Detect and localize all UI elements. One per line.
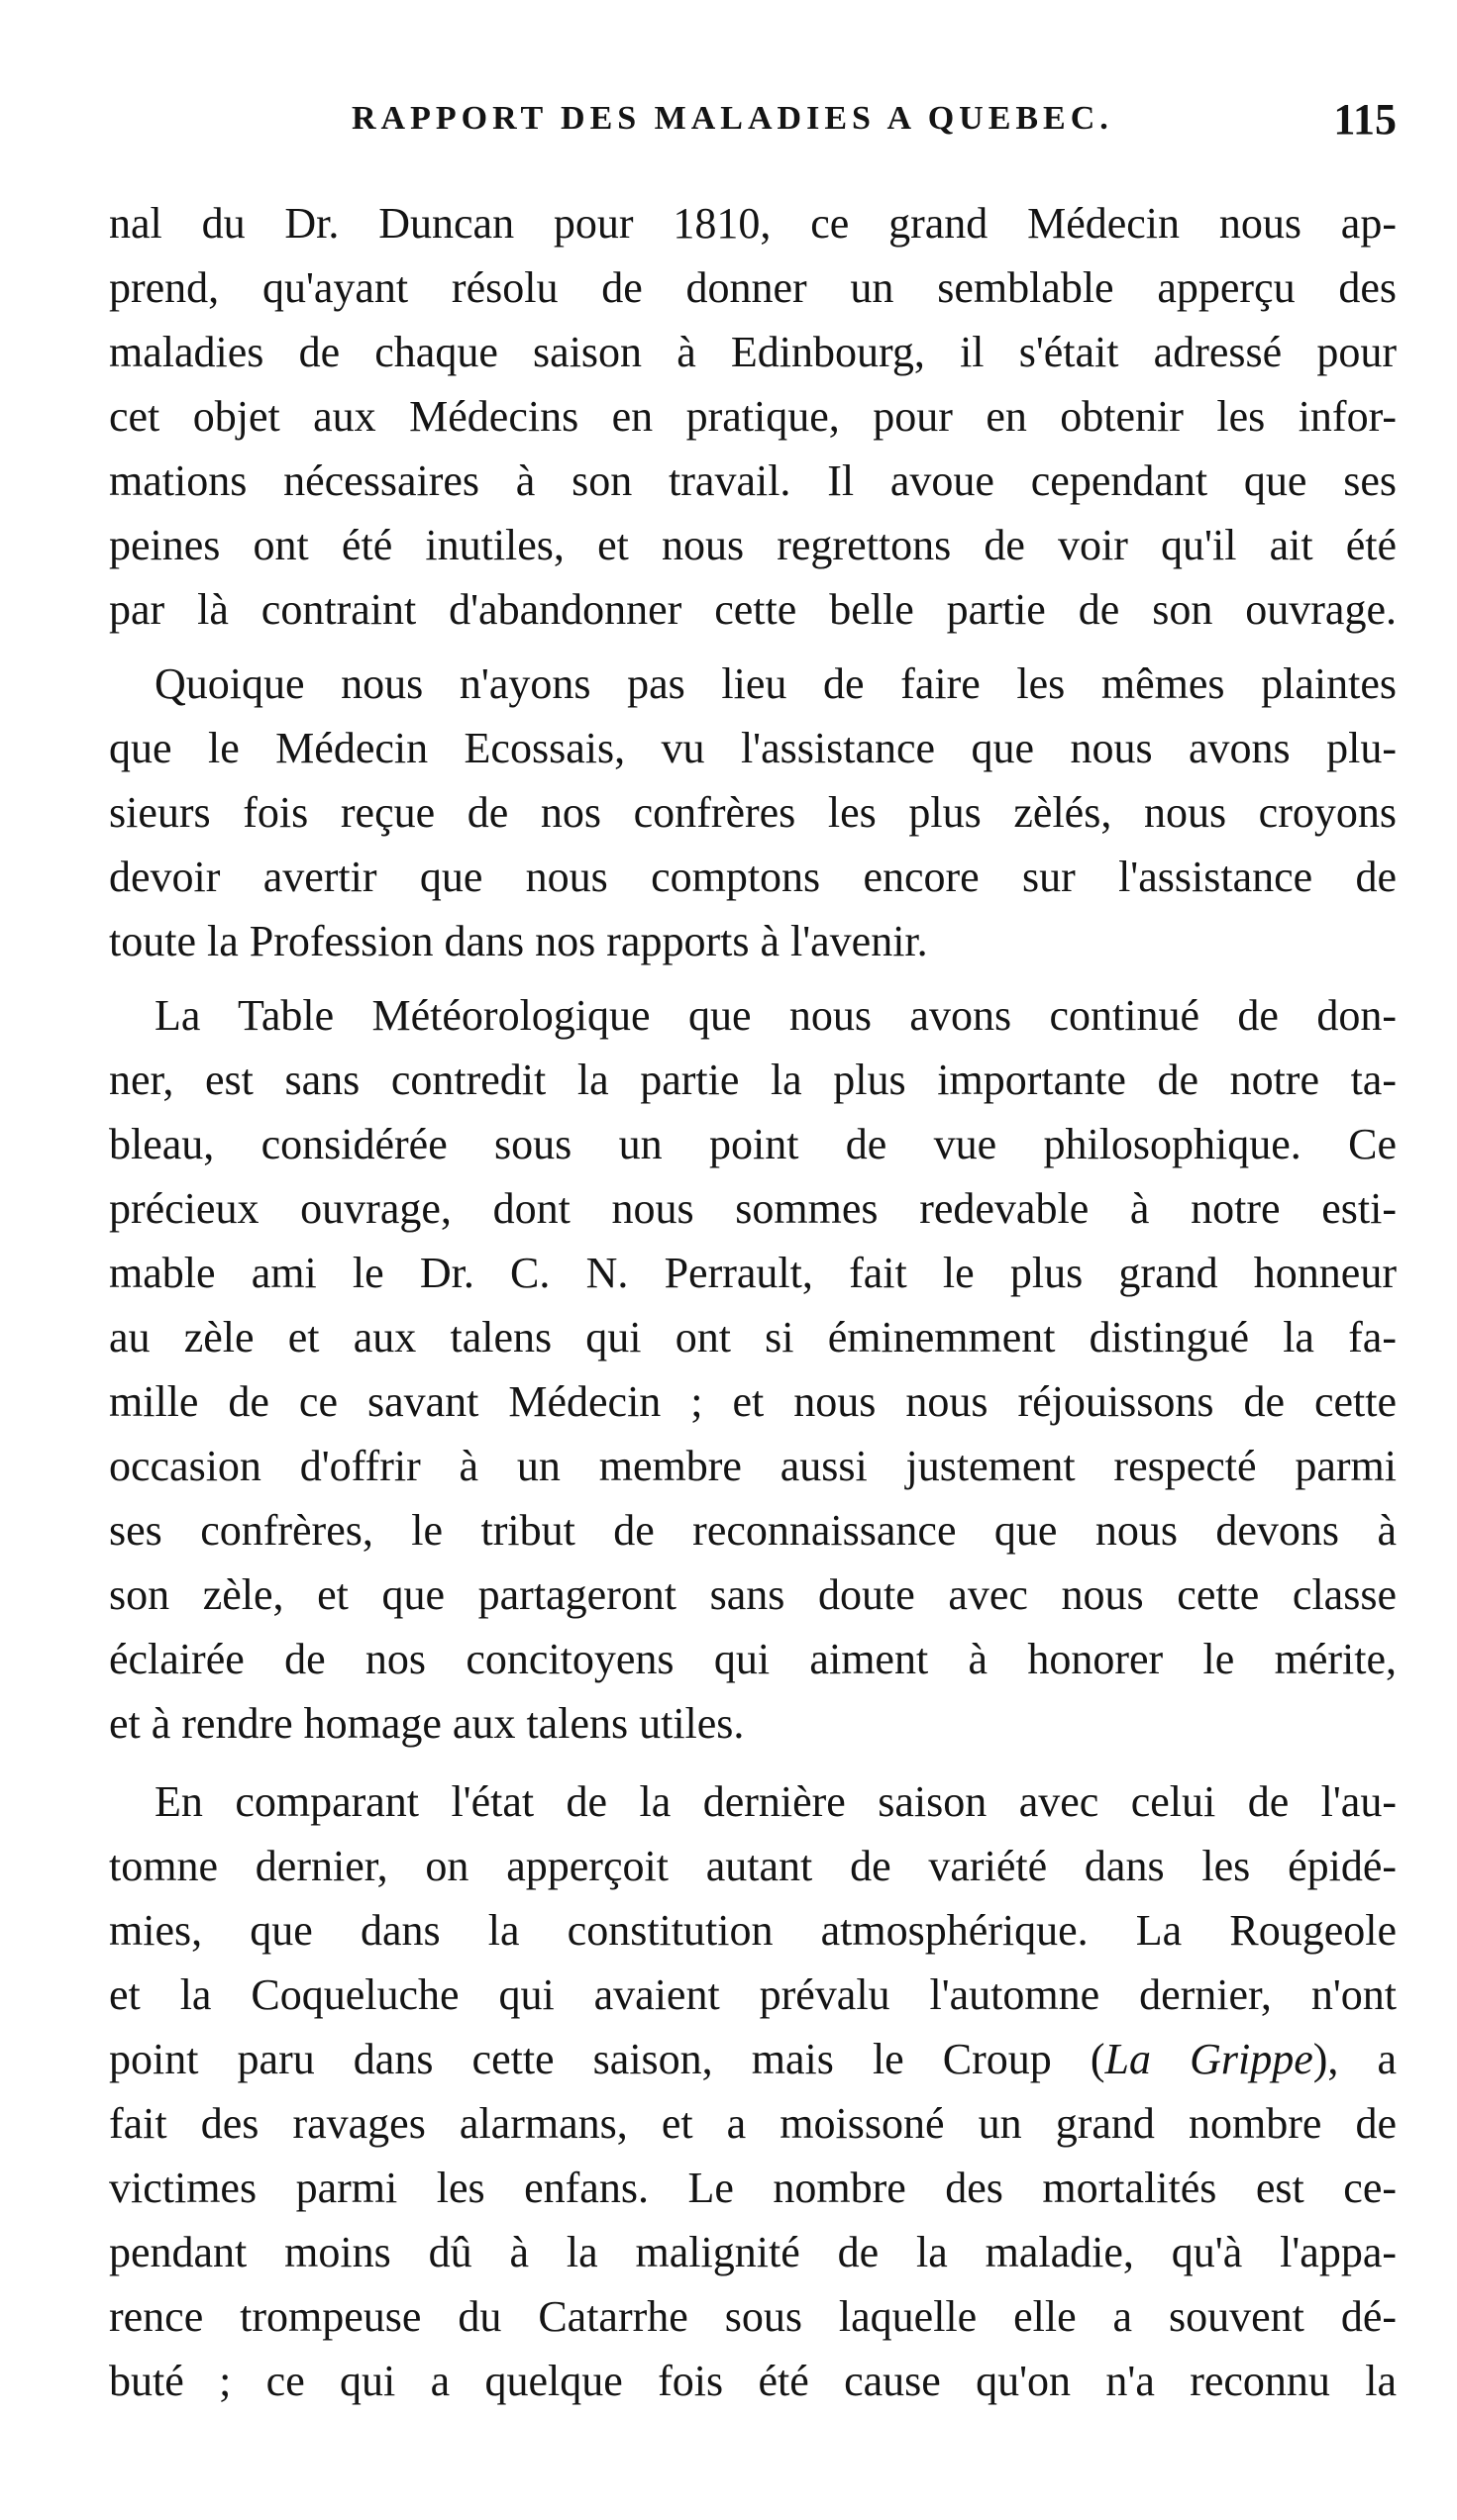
text-line: prend, qu'ayant résolu de donner un semblable apperçu des — [109, 263, 1397, 312]
page-number: 115 — [1333, 95, 1397, 144]
text-line: mies, que dans la constitution atmosphérique. La Rougeole — [109, 1906, 1397, 1955]
text-fragment: point paru dans cette saison, mais le Croup ( — [109, 2035, 1105, 2083]
text-line: devoir avertir que nous comptons encore sur l'assistance de — [109, 853, 1397, 901]
text-line: pendant moins dû à la malignité de la maladie, qu'à l'appa- — [109, 2228, 1397, 2276]
paragraph-1 — [109, 191, 1397, 642]
text-line: tomne dernier, on apperçoit autant de variété dans les épidé- — [109, 1842, 1397, 1890]
text-line: mille de ce savant Médecin ; et nous nous réjouissons de cette — [109, 1377, 1397, 1426]
text-line: ner, est sans contredit la partie la plus importante de notre ta- — [109, 1056, 1397, 1104]
text-line: et à rendre homage aux talens utiles. — [109, 1699, 745, 1748]
text-line: cet objet aux Médecins en pratique, pour en obtenir les infor- — [109, 392, 1397, 441]
text-line: son zèle, et que partageront sans doute avec nous cette classe — [109, 1570, 1397, 1619]
paragraph-3 — [109, 983, 1397, 1756]
text-line: La Table Météorologique que nous avons continué de don- — [155, 991, 1397, 1040]
text-line: toute la Profession dans nos rapports à l'avenir. — [109, 917, 928, 965]
text-line: précieux ouvrage, dont nous sommes redevable à notre esti- — [109, 1184, 1397, 1233]
text-line: buté ; ce qui a quelque fois été cause qu'on n'a reconnu la — [109, 2357, 1397, 2405]
text-line: victimes parmi les enfans. Le nombre des mortalités est ce- — [109, 2164, 1397, 2212]
page-header — [109, 94, 1397, 153]
text-line: mations nécessaires à son travail. Il avoue cependant que ses — [109, 456, 1397, 505]
text-line: bleau, considérée sous un point de vue philosophique. Ce — [109, 1120, 1397, 1168]
body-text — [109, 191, 1397, 2413]
text-line: En comparant l'état de la dernière saison avec celui de l'au- — [155, 1777, 1397, 1826]
text-line: et la Coqueluche qui avaient prévalu l'automne dernier, n'ont — [109, 1970, 1397, 2019]
text-line: nal du Dr. Duncan pour 1810, ce grand Médecin nous ap- — [109, 199, 1397, 248]
text-fragment: ), a — [1312, 2035, 1398, 2083]
paragraph-2 — [109, 652, 1397, 973]
text-line: peines ont été inutiles, et nous regrettons de voir qu'il ait été — [109, 521, 1397, 569]
italic-phrase: La Grippe — [1104, 2035, 1313, 2083]
text-line: rence trompeuse du Catarrhe sous laquelle elle a souvent dé- — [109, 2292, 1397, 2341]
text-line: sieurs fois reçue de nos confrères les plus zèlés, nous croyons — [109, 788, 1397, 837]
text-line: au zèle et aux talens qui ont si éminemment distingué la fa- — [109, 1313, 1397, 1361]
text-line: que le Médecin Ecossais, vu l'assistance que nous avons plu- — [109, 724, 1397, 772]
running-title: RAPPORT DES MALADIES A QUEBEC. — [352, 100, 1113, 137]
text-line: fait des ravages alarmans, et a moissoné un grand nombre de — [109, 2099, 1397, 2148]
text-line-with-italic — [109, 2027, 1397, 2091]
paragraph-4 — [109, 1769, 1397, 2413]
text-line: maladies de chaque saison à Edinbourg, il s'était adressé pour — [109, 328, 1397, 376]
text-line: éclairée de nos concitoyens qui aiment à honorer le mérite, — [109, 1635, 1397, 1683]
text-line: par là contraint d'abandonner cette belle partie de son ouvrage. — [109, 585, 1397, 634]
text-line: mable ami le Dr. C. N. Perrault, fait le plus grand honneur — [109, 1249, 1397, 1297]
text-line: ses confrères, le tribut de reconnaissance que nous devons à — [109, 1506, 1397, 1555]
text-line: Quoique nous n'ayons pas lieu de faire les mêmes plaintes — [155, 659, 1397, 708]
text-line: occasion d'offrir à un membre aussi justement respecté parmi — [109, 1442, 1397, 1490]
